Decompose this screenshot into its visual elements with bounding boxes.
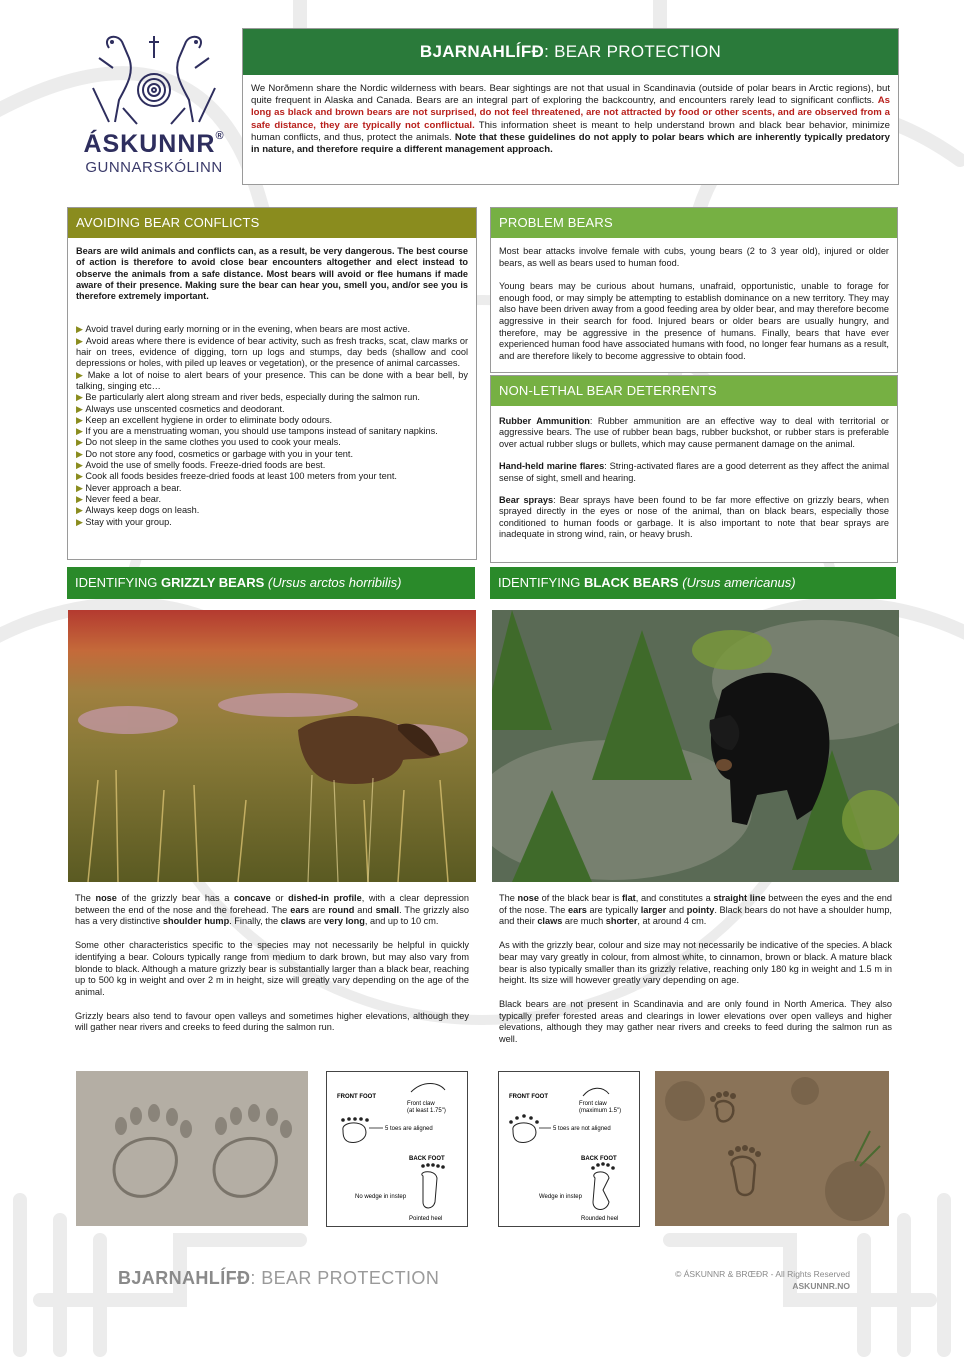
triangle-bullet-icon: ▶ [76,482,86,493]
black-p3: Black bears are not present in Scandinavia and are only found in North America. They also typically prefer forested areas and clearings in lower elevations over open valleys and higher elevations, although they may gather near rivers and creeks to feed during the salmon run as well. [499,998,892,1045]
grizzly-claw-label: Front claw [407,1101,435,1107]
grizzly-text [75,893,469,1046]
triangle-bullet-icon: ▶ [76,448,86,459]
avoid-list-item: ▶ Be particularly alert along stream and river beds, especially during the salmon run. [76,392,420,403]
avoid-list-item: ▶ Make a lot of noise to alert bears of your presence. This can be done with a bear bell, by talking, singing etc… [76,369,468,391]
triangle-bullet-icon: ▶ [76,426,86,437]
avoid-list-item: ▶ Do not store any food, cosmetics or garbage with you in your tent. [76,448,354,459]
black-header: IDENTIFYING BLACK BEARS (Ursus americanus) [490,567,896,599]
avoiding-conflicts-panel [67,207,477,560]
black-instep-label: Wedge in instep [539,1194,582,1200]
brand-logo [70,28,238,188]
deterrents-body [491,406,897,541]
deterrents-panel [490,375,898,563]
triangle-bullet-icon: ▶ [76,437,86,448]
triangle-bullet-icon: ▶ [76,324,86,335]
black-p1: The nose of the black bear is flat, and constitutes a straight line between the eyes and the end of the nose. The ears are typically larger and pointy. Black bears do not have a shoulder hump, and their claws are much shorter, at around 4 cm. [499,893,892,927]
avoid-list-item: ▶ Never feed a bear. [76,493,162,504]
grizzly-toes-label: 5 toes are aligned [385,1126,433,1132]
grizzly-claw-size: (at least 1.75") [407,1108,446,1114]
footer-title: BJARNAHLÍFÐ: BEAR PROTECTION [118,1268,440,1288]
grizzly-p2: Some other characteristics specific to the species may not necessarily be helpful in quickly identifying a bear. Colours typically range from medium to dark brown, but may also vary from blonde to black. Although a mature grizzly bear is substantially larger than a black bear, reaching up to 500 kg in weight and over 2 m in height, size will greatly vary depending on the age of the animal. [75,940,469,997]
grizzly-p3: Grizzly bears also tend to favour open valleys and sometimes higher elevations, although they will gather near rivers and creeks to feed during the salmon run. [75,1010,469,1033]
avoid-list-item: ▶ Stay with your group. [76,516,172,527]
black-toes-label: 5 toes are not aligned [553,1126,611,1132]
avoid-list-item: ▶ Avoid travel during early morning or in the evening, when bears are most active. [76,324,411,335]
avoid-list-item: ▶ Avoid the use of smelly foods. Freeze-dried foods are best. [76,460,326,471]
black-back-label: BACK FOOT [581,1156,617,1162]
triangle-bullet-icon: ▶ [76,414,86,425]
triangle-bullet-icon: ▶ [76,335,86,346]
avoid-list-item: ▶ If you are a menstruating woman, you should use tampons instead of sanitary napkins. [76,426,438,437]
triangle-bullet-icon: ▶ [76,460,86,471]
triangle-bullet-icon: ▶ [76,369,88,380]
triangle-bullet-icon: ▶ [76,403,86,414]
problem-bears-panel [490,207,898,373]
avoiding-list [76,324,468,527]
footer-copyright [600,1268,850,1292]
copyright-text: © ÁSKUNNR & BRŒÐR - All Rights Reserved [675,1269,850,1279]
triangle-bullet-icon: ▶ [76,516,86,527]
triangle-bullet-icon: ▶ [76,471,86,482]
black-claw-size: (maximum 1.5") [579,1108,622,1114]
grizzly-back-label: BACK FOOT [409,1156,445,1162]
triangle-bullet-icon: ▶ [76,505,86,516]
black-track-photo [655,1071,889,1226]
deterrent-item: Hand-held marine flares: String-activated flares are a good deterrent as they affect the animal sense of sight, smell and hearing. [499,461,889,483]
problem-bears-title: PROBLEM BEARS [491,208,897,238]
avoiding-lead: Bears are wild animals and conflicts can, as a result, be very dangerous. The best course of action is therefore to avoid close bear encounters altogether and elect instead to observe the animals from a safe distance. Most bears will avoid or flee humans if made aware of their presence. Making sure the bear can hear you, smell you, and/or see you is therefore extremely important. [76,246,468,302]
deterrent-item: Rubber Ammunition: Rubber ammunition are an effective way to deal with territorial or aggressive bears. The use of rubber bean bags, rubber buckshot, or rubber stars is preferable over actual rubber slugs or bullets, which may cause permanent damage on the animal. [499,416,889,449]
triangle-bullet-icon: ▶ [76,392,86,403]
grizzly-front-label: FRONT FOOT [337,1094,376,1100]
avoid-list-item: ▶ Do not sleep in the same clothes you used to cook your meals. [76,437,341,448]
site-link[interactable]: ASKUNNR.NO [792,1281,850,1291]
brand-name: ÁSKUNNR® [83,130,225,158]
triangle-bullet-icon: ▶ [76,493,86,504]
avoid-list-item: ▶ Keep an excellent hygiene in order to eliminate body odours. [76,414,333,425]
avoiding-conflicts-title: AVOIDING BEAR CONFLICTS [68,208,476,238]
avoid-list-item: ▶ Never approach a bear. [76,482,182,493]
avoid-list-item: ▶ Cook all foods besides freeze-dried foods at least 100 meters from your tent. [76,471,397,482]
brand-subtitle: GUNNARSKÓLINN [85,159,223,176]
deterrents-title: NON-LETHAL BEAR DETERRENTS [491,376,897,406]
black-claw-label: Front claw [579,1101,607,1107]
grizzly-instep-label: No wedge in instep [355,1194,407,1200]
black-p2: As with the grizzly bear, colour and size may not necessarily be indicative of the species. A black bear may vary greatly in colour, from almost white, to cinnamon, brown or black. A mature black bear is also typically smaller than its grizzly relative, reaching only 180 kg in weight and 1.5 m in height. Its size will however greatly vary depending on age. [499,940,892,986]
page-title: BJARNAHLÍFÐ: BEAR PROTECTION [243,29,898,75]
black-heel-label: Rounded heel [581,1216,619,1222]
black-text [499,893,892,1058]
black-front-label: FRONT FOOT [509,1094,548,1100]
problem-bears-p1: Most bear attacks involve female with cubs, young bears (2 to 3 year old), injured or older bears, as well as bears used to human food. [499,246,889,268]
grizzly-heel-label: Pointed heel [409,1216,443,1222]
avoid-list-item: ▶ Avoid areas where there is evidence of bear activity, such as fresh tracks, scat, claw marks or hair on trees, evidence of digging, torn up logs and stumps, day beds (shallow and cool depressions or holes, with piled up leaves or vegetation), or the presence of animal carcasses. [76,335,468,369]
problem-bears-p2: Young bears may be curious about humans, unafraid, opportunistic, unable to forage for enough food, or may simply be attempting to establish dominance on a new territory. They may also have been driven away from a good feeding area by older bear, and may therefore become aggressive in their search for food. Injured bears or older bears are usually hungry, and therefore, may be aggressive in the presence of humans. Finally, bears that have ever experienced human food have associated humans with food, no longer fear humans as a result, and are therefore likely to become aggressive to obtain food. [499,281,889,361]
grizzly-photo [68,610,476,882]
avoid-list-item: ▶ Always keep dogs on leash. [76,505,200,516]
grizzly-header: IDENTIFYING GRIZZLY BEARS (Ursus arctos horribilis) [67,567,475,599]
intro-text: We Norðmenn share the Nordic wilderness with bears. Bear sightings are not that usual in Scandinavia (outside of polar bears in Arctic regions), but quite frequent in Alaska and Canada. Bears are an integral part of exploring the backcountry, and encounters rarely lead to significant conflicts. As long as black and brown bears are not surprised, do not feel threatened, are not attracted by food or other scents, and are observed from a safe distance, they are typically not conflictual. This information sheet is meant to help understand brown and black bear behavior, minimize human conflicts, and thus, protect the animals. Note that these guidelines do not apply to polar bears which are inherently typically predatory in nature, and therefore require a different management approach. [251,83,891,156]
grizzly-track-photo [76,1071,308,1226]
intro-panel [242,28,899,185]
black-foot-diagram [498,1071,640,1227]
grizzly-p1: The nose of the grizzly bear has a concave or dished-in profile, with a clear depression between the end of the nose and the forehead. The ears are round and small. The grizzly also has a very distinctive shoulder hump. Finally, the claws are very long, and up to 10 cm. [75,893,469,927]
avoid-list-item: ▶ Always use unscented cosmetics and deodorant. [76,403,285,414]
grizzly-foot-diagram [326,1071,468,1227]
dragons-shield-icon [79,28,229,128]
black-bear-photo [492,610,899,882]
deterrent-item: Bear sprays: Bear sprays have been found to be far more effective on grizzly bears, when sprayed directly in the eyes or nose of the animal, than on black bears, especially those conditioned to human foods or garbage. It is also important to note that bear sprays are inadequate in strong wind, rain, or heavy brush. [499,495,889,540]
